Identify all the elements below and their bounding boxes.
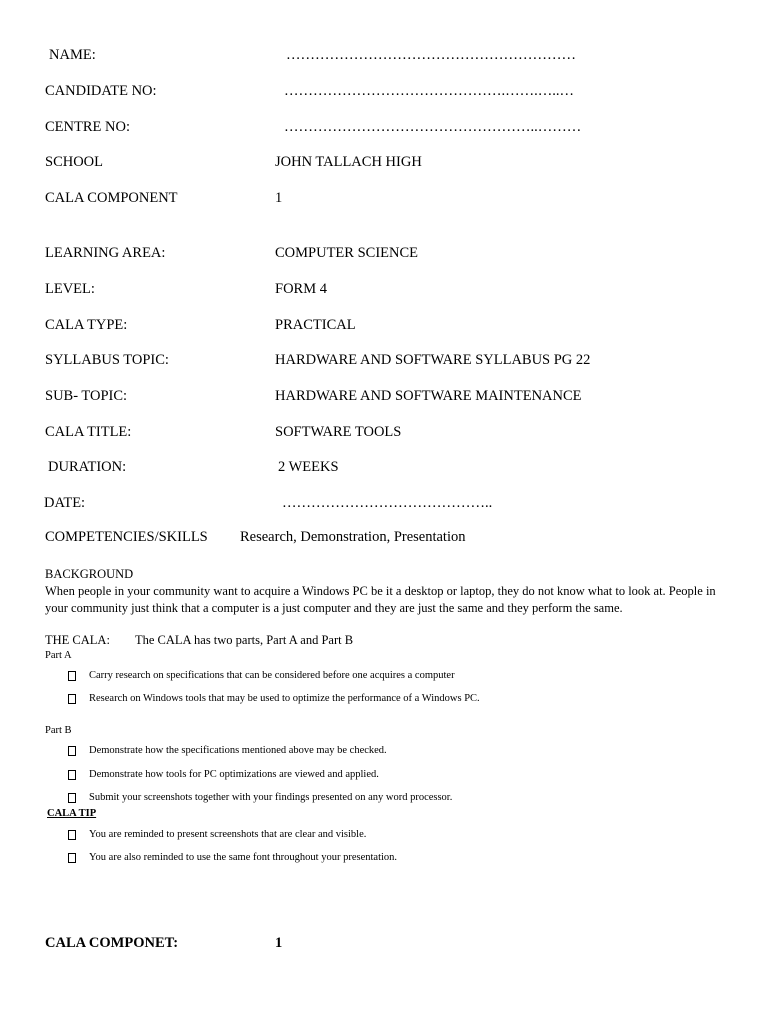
background-heading: BACKGROUND <box>45 567 134 581</box>
list-item: Carry research on specifications that can be considered before one acquires a computer <box>89 670 455 681</box>
checkbox-icon <box>68 770 76 780</box>
learning-area-label: LEARNING AREA: <box>45 245 166 261</box>
cala-title-value: SOFTWARE TOOLS <box>275 424 402 440</box>
syllabus-topic-label: SYLLABUS TOPIC: <box>45 352 169 368</box>
list-item: You are reminded to present screenshots that are clear and visible. <box>89 829 367 840</box>
syllabus-topic-value: HARDWARE AND SOFTWARE SYLLABUS PG 22 <box>275 352 591 368</box>
checkbox-icon <box>68 853 76 863</box>
cala-component-value: 1 <box>275 190 283 206</box>
checkbox-icon <box>68 694 76 704</box>
cala-title-label: CALA TITLE: <box>45 424 132 440</box>
competencies-label: COMPETENCIES/SKILLS <box>45 529 208 545</box>
part-a-heading: Part A <box>45 650 72 661</box>
duration-value: 2 WEEKS <box>278 459 339 475</box>
checkbox-icon <box>68 793 76 803</box>
the-cala-text: The CALA has two parts, Part A and Part B <box>135 633 354 647</box>
duration-label: DURATION: <box>48 459 127 475</box>
sub-topic-value: HARDWARE AND SOFTWARE MAINTENANCE <box>275 388 582 404</box>
date-value: …………………………………….. <box>282 495 493 511</box>
list-item: You are also reminded to use the same font throughout your presentation. <box>89 852 398 863</box>
list-item: Demonstrate how tools for PC optimizations are viewed and applied. <box>89 769 379 780</box>
cala-tip-heading: CALA TIP <box>47 808 97 819</box>
name-value: …………………………………………………… <box>286 47 576 63</box>
cala-type-value: PRACTICAL <box>275 317 356 333</box>
background-text: When people in your community want to acquire a Windows PC be it a desktop or laptop, they do not know what to look at. People in your community just think that a computer is a just computer and they are just the same and they perform the same. <box>45 584 716 615</box>
checkbox-icon <box>68 746 76 756</box>
cala-type-label: CALA TYPE: <box>45 317 128 333</box>
level-label: LEVEL: <box>45 281 95 297</box>
candidate-no-label: CANDIDATE NO: <box>45 83 157 99</box>
learning-area-value: COMPUTER SCIENCE <box>275 245 419 261</box>
cala-componet-label: CALA COMPONET: <box>45 935 179 951</box>
cala-componet-value: 1 <box>275 935 283 951</box>
candidate-no-value: ……………………………………….…….…..… <box>284 83 574 99</box>
list-item: Research on Windows tools that may be used to optimize the performance of a Windows PC. <box>89 693 480 704</box>
the-cala-label: THE CALA: <box>45 633 110 647</box>
centre-no-label: CENTRE NO: <box>45 119 130 135</box>
date-label: DATE: <box>44 495 86 511</box>
name-label: NAME: <box>49 47 96 63</box>
checkbox-icon <box>68 671 76 681</box>
competencies-value: Research, Demonstration, Presentation <box>240 529 466 545</box>
list-item: Submit your screenshots together with your findings presented on any word processor. <box>89 792 453 803</box>
checkbox-icon <box>68 830 76 840</box>
sub-topic-label: SUB- TOPIC: <box>45 388 128 404</box>
school-value: JOHN TALLACH HIGH <box>275 154 422 170</box>
cala-component-label: CALA COMPONENT <box>45 190 178 206</box>
school-label: SCHOOL <box>45 154 104 170</box>
part-b-heading: Part B <box>45 725 72 736</box>
list-item: Demonstrate how the specifications mentioned above may be checked. <box>89 745 387 756</box>
level-value: FORM 4 <box>275 281 327 297</box>
centre-no-value: ……………………………………………..……… <box>284 119 582 135</box>
